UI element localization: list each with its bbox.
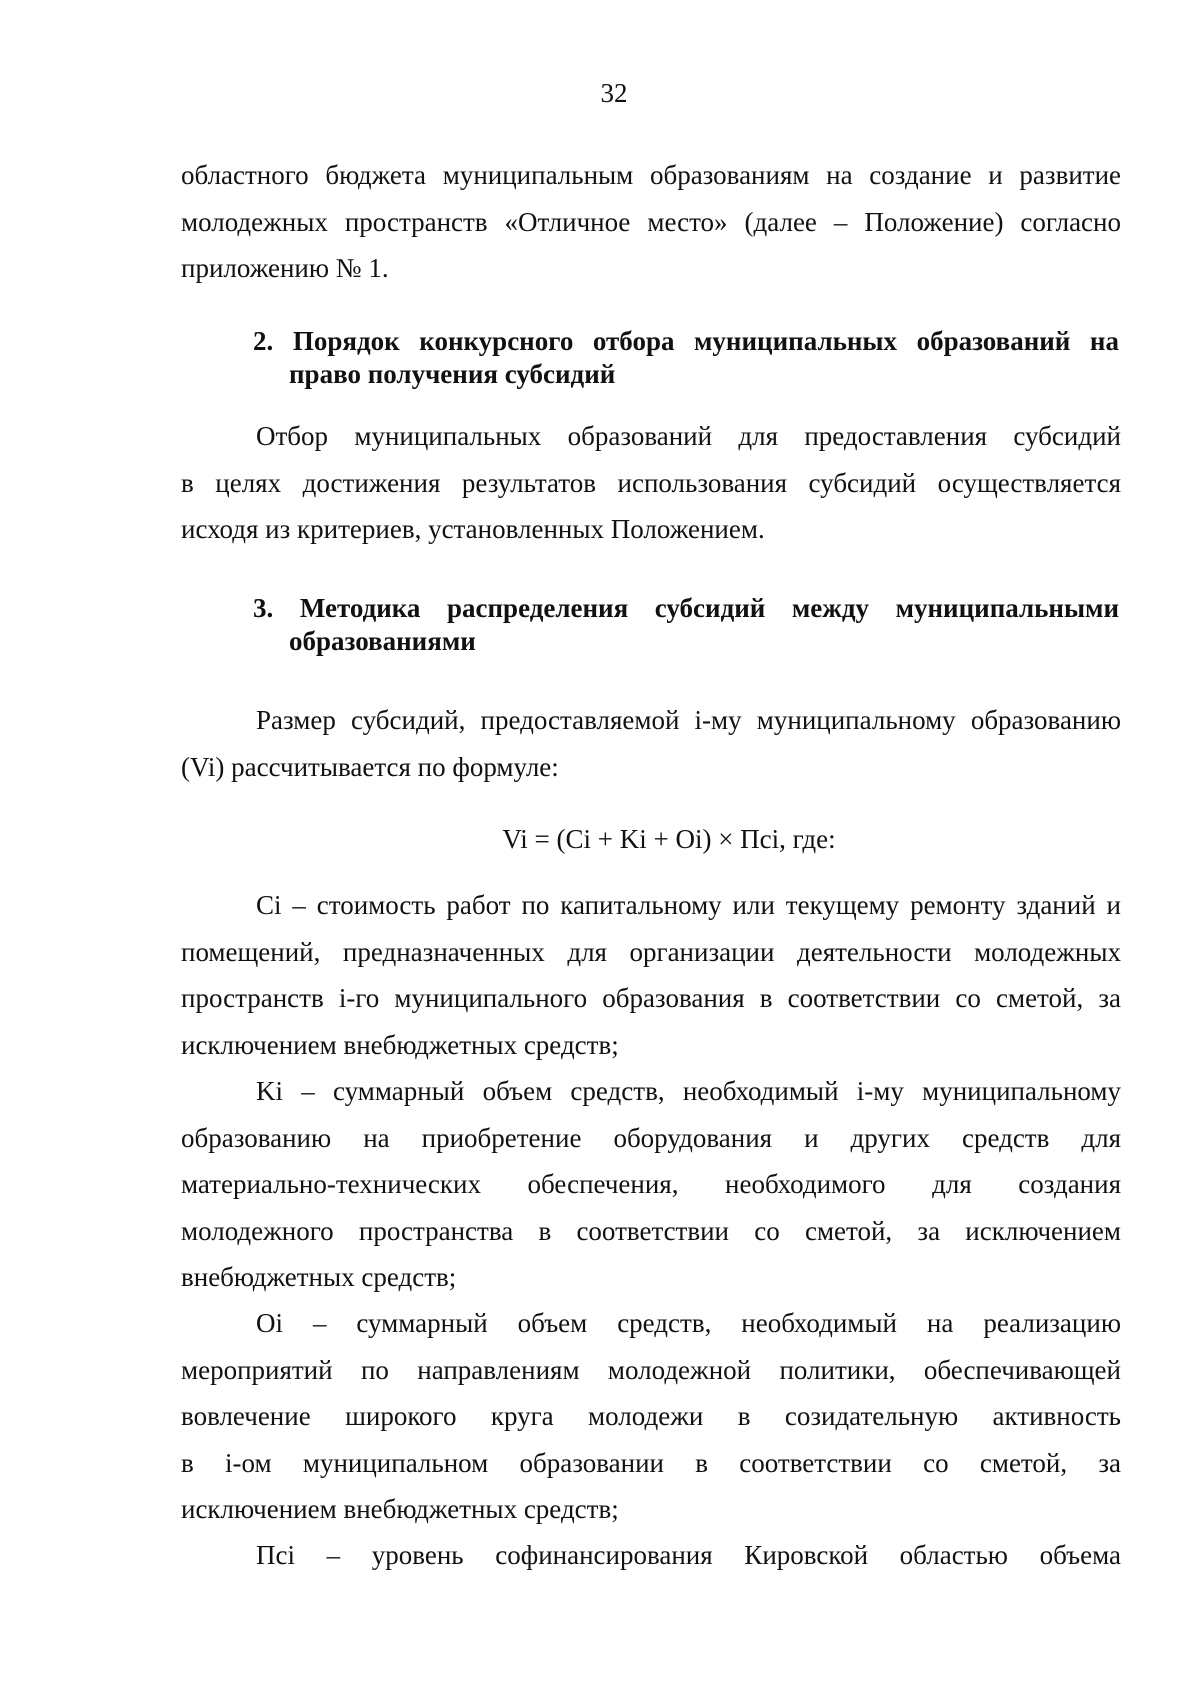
definition-ki <box>181 1068 1121 1301</box>
definition-line: исключением внебюджетных средств; <box>181 1494 619 1524</box>
definition-line: мероприятий по направлениям молодежной политики, обеспечивающей <box>181 1354 1121 1385</box>
section-3-heading <box>253 592 1119 658</box>
definition-line: Ki – суммарный объем средств, необходимый i-му муниципальному <box>256 1076 1121 1106</box>
paragraph-line: (Vi) рассчитывается по формуле: <box>181 751 559 782</box>
paragraph-line: Размер субсидий, предоставляемой i-му муниципальному образованию <box>256 705 1121 735</box>
definition-pci <box>181 1532 1121 1579</box>
definition-line: вовлечение широкого круга молодежи в созидательную активность <box>181 1401 1121 1431</box>
intro-line: молодежных пространств «Отличное место» (далее – Положение) согласно <box>181 206 1121 237</box>
section-2-title-line <box>253 325 1119 358</box>
section-2-number: 2. <box>253 326 274 356</box>
section-2-heading <box>253 325 1119 391</box>
definition-line: Пci – уровень софинансирования Кировской областью объема <box>256 1540 1121 1570</box>
definition-line: помещений, предназначенных для организации деятельности молодежных <box>181 936 1121 967</box>
definition-line: в i-ом муниципальном образовании в соответствии со сметой, за <box>181 1447 1121 1478</box>
section-3-intro <box>181 697 1121 790</box>
definition-line: образованию на приобретение оборудования и других средств для <box>181 1122 1121 1153</box>
section-2-paragraph <box>181 413 1121 553</box>
section-2-title-text: Порядок конкурсного отбора муниципальных образований на <box>292 326 1119 356</box>
intro-line: приложению № 1. <box>181 253 389 283</box>
definition-line: внебюджетных средств; <box>181 1262 457 1292</box>
paragraph-line: исходя из критериев, установленных Положением. <box>181 514 765 544</box>
section-3-title-line-2: образованиями <box>289 626 476 656</box>
definition-line: Ci – стоимость работ по капитальному или текущему ремонту зданий и <box>256 890 1121 920</box>
paragraph-line: Отбор муниципальных образований для предоставления субсидий <box>256 421 1121 451</box>
section-3-title-line <box>253 592 1119 625</box>
definition-line: пространств i-го муниципального образования в соответствии со сметой, за <box>181 983 1121 1013</box>
intro-paragraph <box>181 152 1121 292</box>
definition-ci <box>181 882 1121 1068</box>
section-3-title-text: Методика распределения субсидий между муниципальными <box>299 593 1120 623</box>
formula: Vi = (Ci + Ki + Oi) × Пci, где: <box>502 824 836 854</box>
paragraph-line: в целях достижения результатов использования субсидий осуществляется <box>181 467 1121 498</box>
definition-oi <box>181 1300 1121 1533</box>
definition-line: исключением внебюджетных средств; <box>181 1029 619 1060</box>
definition-line: материально-технических обеспечения, необходимого для создания <box>181 1169 1121 1199</box>
page-number: 32 <box>600 78 628 108</box>
section-2-title-line-2: право получения субсидий <box>289 359 616 389</box>
intro-line: областного бюджета муниципальным образованиям на создание и развитие <box>181 160 1121 190</box>
section-3-number: 3. <box>253 593 274 623</box>
definition-line: молодежного пространства в соответствии со сметой, за исключением <box>181 1215 1121 1246</box>
definition-line: Oi – суммарный объем средств, необходимый на реализацию <box>256 1308 1121 1338</box>
